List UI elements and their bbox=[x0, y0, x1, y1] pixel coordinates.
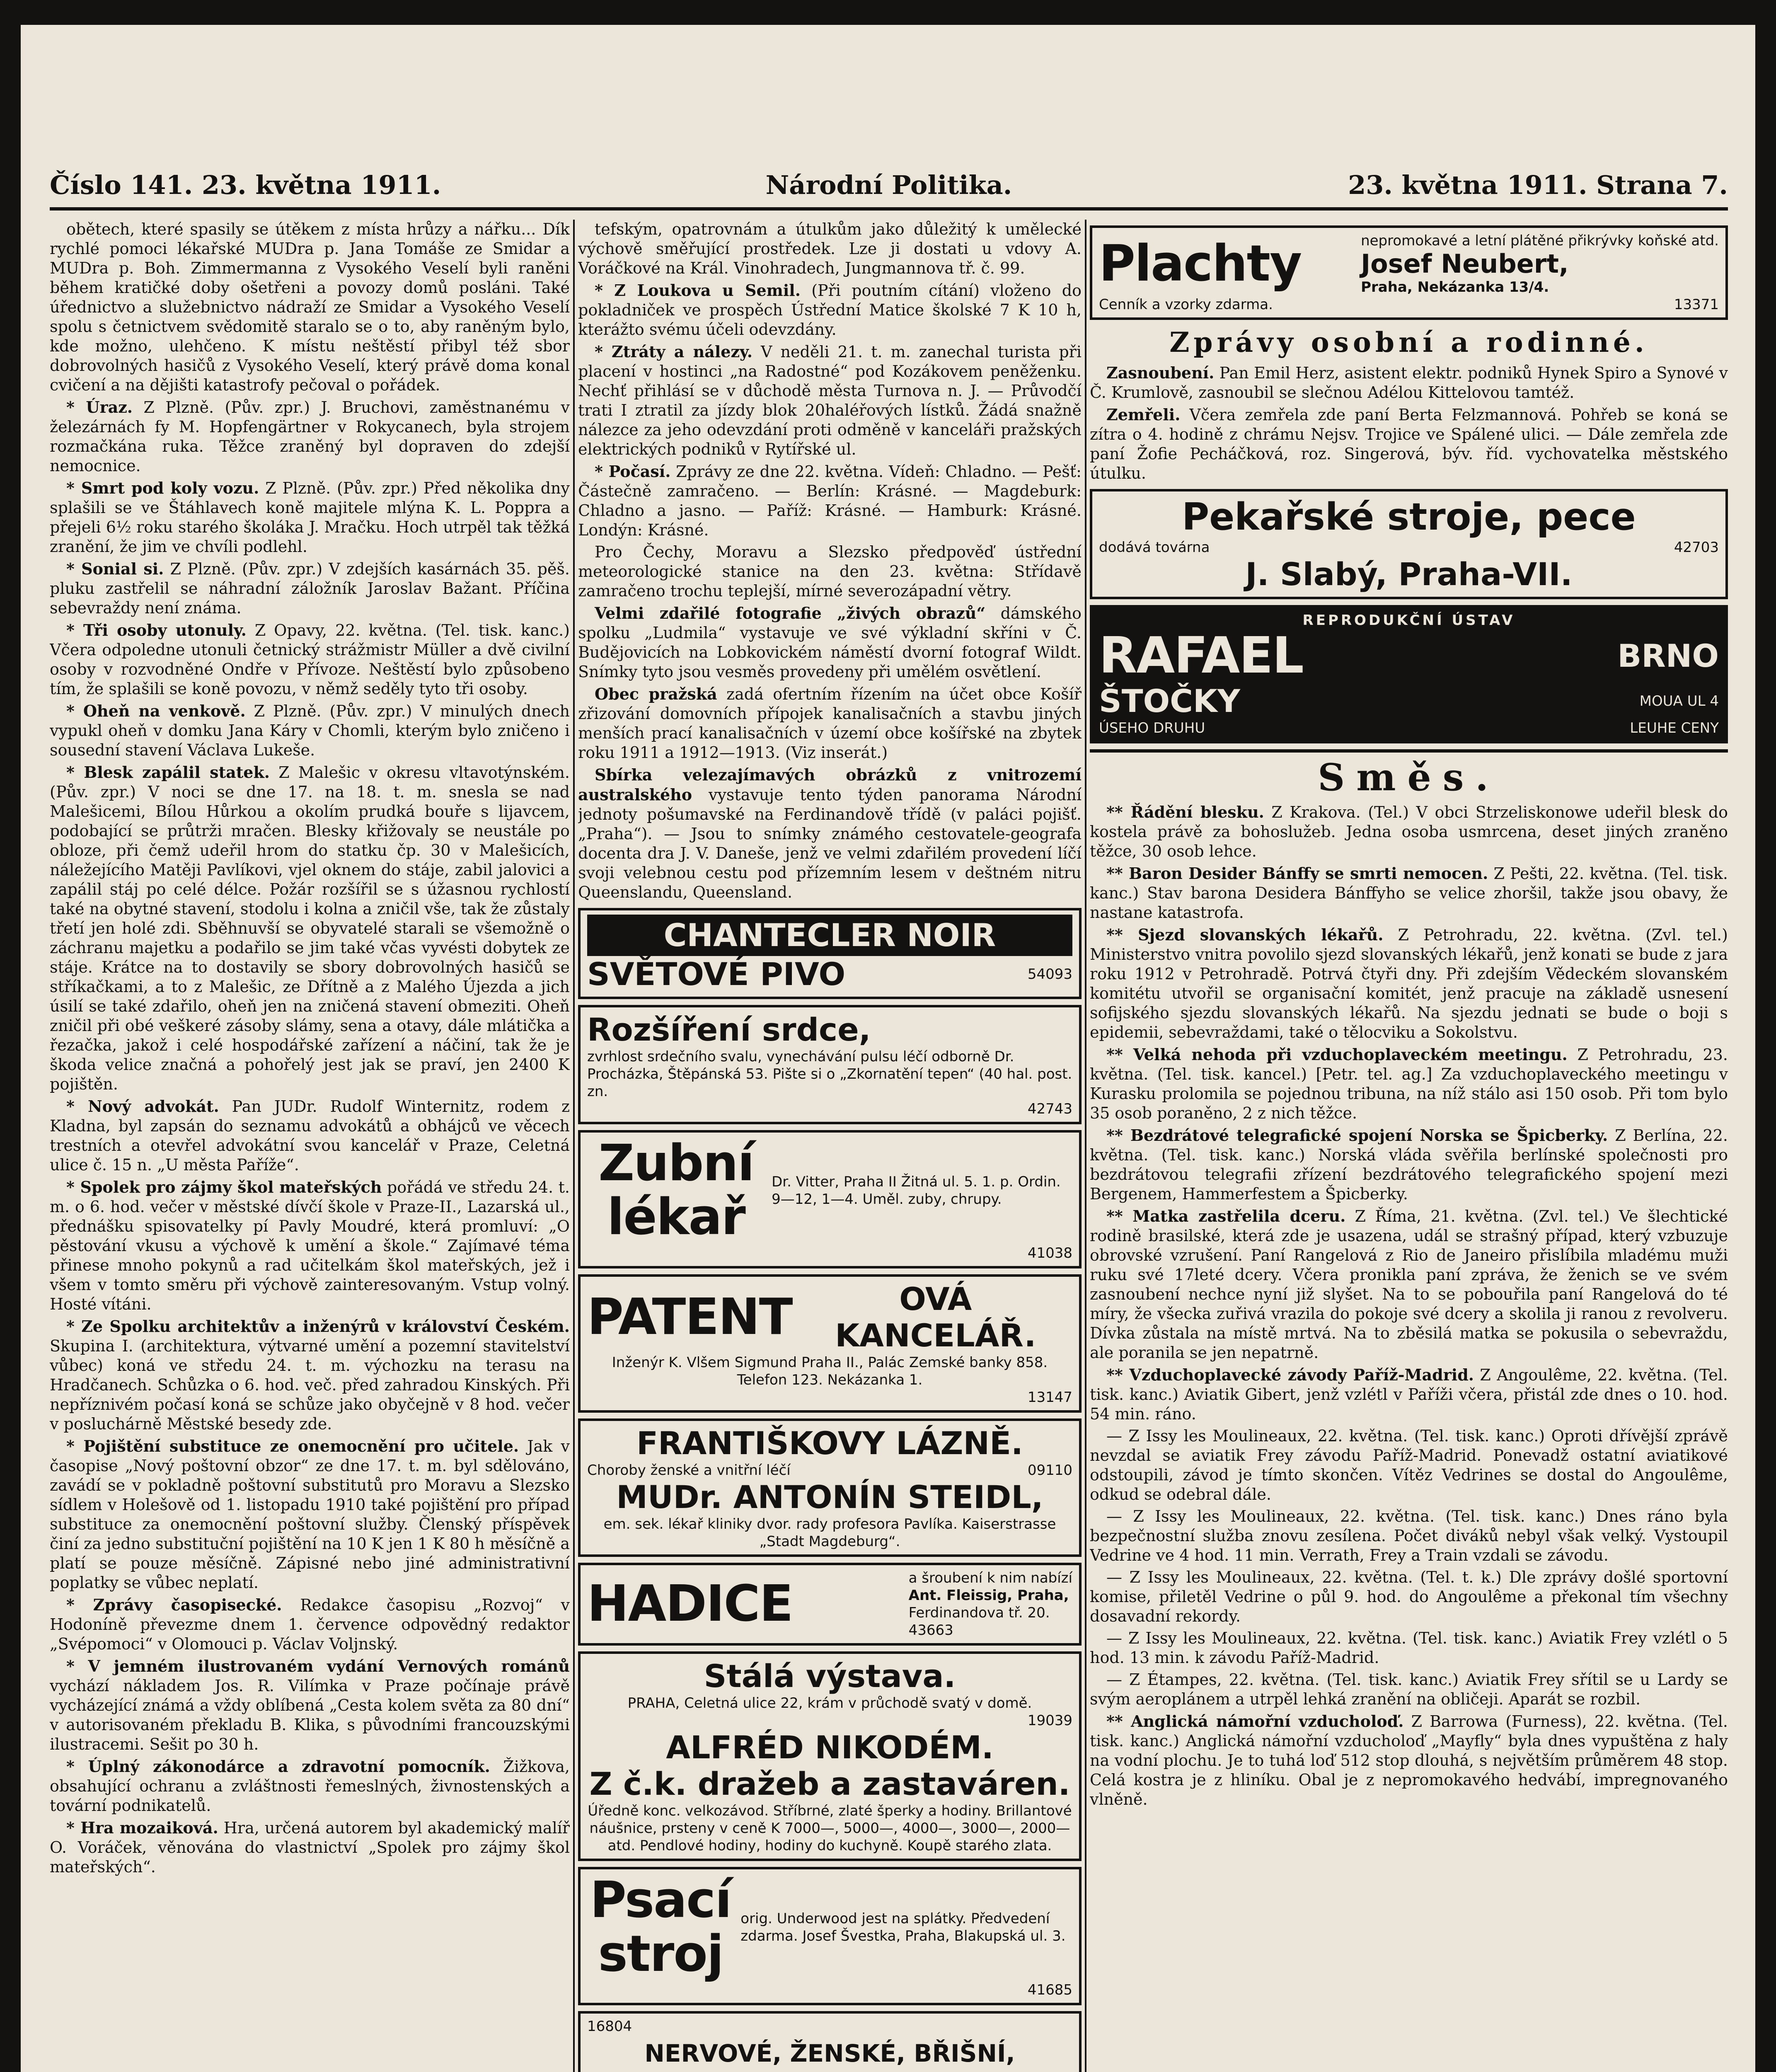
news-paragraph bbox=[50, 1595, 570, 1654]
ad-lazne-letiny bbox=[578, 2011, 1082, 2072]
ad-rafael-city: BRNO bbox=[1617, 637, 1719, 674]
ad-chantecler-line2: SVĚTOVÉ PIVO bbox=[587, 956, 846, 992]
ad-patent-title: PATENT bbox=[587, 1288, 792, 1346]
ad-plachty-firm: Josef Neubert, bbox=[1361, 249, 1569, 279]
news-text: — Z Issy les Moulineaux, 22. května. (Tel. t. k.) Dle zprávy došlé sportovní komise, přiletěl Vedrine o půl 9. hod. do Angoulême a překonal tím všechny dosavadní rekordy. bbox=[1090, 1568, 1728, 1625]
page-header bbox=[50, 162, 1728, 211]
ad-rafael-kind: ÚSEHO DRUHU bbox=[1099, 720, 1205, 736]
news-headline: Obec pražská bbox=[595, 685, 717, 703]
news-headline: ** Anglická námořní vzducholoď. bbox=[1106, 1712, 1404, 1731]
column-rule bbox=[573, 220, 575, 2072]
ad-hadice-text: a šroubení k nim nabízí bbox=[908, 1570, 1072, 1586]
ad-hadice-firm: Ant. Fleissig, Praha, bbox=[908, 1587, 1069, 1604]
ad-plachty bbox=[1090, 225, 1728, 320]
news-text: Z Barrowa (Furness), 22. května. (Tel. tisk. kanc.) Anglická námořní vzducholoď „Mayfly“ byla dnes vypuštěna z haly na vodní plochu. Je to tuhá loď 512 stop dlouhá, s největším průměrem 48 stop. Celá kostra je z hliníku. Obal je z nepromokavého hedvábí, impregnovaného vlněně. bbox=[1090, 1712, 1728, 1808]
news-text: Pro Čechy, Moravu a Slezsko předpověď ústřední meteorologické stanice na den 23. května: Střídavě zamračeno trochu teplejší, mírné severozápadní větry. bbox=[578, 543, 1082, 600]
ad-psaci-number: 41685 bbox=[1027, 1982, 1072, 1998]
ad-plachty-info bbox=[1361, 232, 1719, 296]
ad-vystava-number: 19039 bbox=[1027, 1712, 1072, 1729]
ad-rafael bbox=[1090, 605, 1728, 743]
news-paragraph bbox=[1090, 1629, 1728, 1668]
news-text: Jak v časopise „Nový poštovní obzor“ ze dne 17. t. m. byl sdělováno, zavádí se v pokladně poštovní substitutů pro Moravu a Slezsko sídlem v Holešově od 1. listopadu 1910 také pojištění pro případ substituce za onemocnění poštovní služby. Členský příspěvek činí za jedno substituční pojištění na 10 K jen 1 K 80 h měsíčně a platí se pouze měsíčně. Zápisné nebo jiné administrativní poplatky se vůbec neplatí. bbox=[50, 1437, 570, 1592]
news-text: Z Plzně. (Pův. zpr.) Před několika dny splašili se ve Štáhlavech koně majitele mlýna K. L. Poppra a přejeli 6½ roku starého školáka J. Mračku. Hoch utrpěl tak těžká zranění, že jim ve chvíli podlehl. bbox=[50, 479, 570, 556]
news-headline: * Smrt pod koly vozu. bbox=[66, 479, 259, 497]
news-headline: * Hra mozaiková. bbox=[66, 1818, 218, 1837]
news-text: Hra, určená autorem byl akademický malíř O. Voráček, věnována do vlastnictví „Spolek pro zájmy škol mateřských“. bbox=[50, 1819, 570, 1876]
ad-rafael-stocky: ŠTOČKY bbox=[1099, 683, 1240, 719]
ad-pekarske-title: Pekařské stroje, pece bbox=[1182, 495, 1636, 539]
news-paragraph bbox=[578, 281, 1082, 339]
news-headline: ** Vzduchoplavecké závody Paříž-Madrid. bbox=[1106, 1365, 1474, 1384]
news-paragraph bbox=[578, 220, 1082, 278]
ad-lazne-number: 09110 bbox=[1027, 1462, 1072, 1479]
news-headline: Zemřeli. bbox=[1106, 405, 1181, 424]
news-text: Včera zemřela zde paní Berta Felzmannová. Pohřeb se koná se zítra o 4. hodině z chrámu Nejsv. Trojice ve Spálené ulici. — Dále zemřela zde paní Žofie Pecháčková, roz. Singerová, býv. říd. vychovatelka městského útulku. bbox=[1090, 406, 1728, 482]
ad-rafael-street: MOUA UL 4 bbox=[1639, 693, 1719, 709]
ad-chantecler bbox=[578, 908, 1082, 999]
ad-pekarske-text: dodává továrna bbox=[1099, 539, 1210, 556]
ad-patent-row bbox=[587, 1281, 1072, 1354]
mix-news bbox=[1090, 802, 1728, 1809]
news-paragraph bbox=[50, 1818, 570, 1877]
news-headline: * Úplný zákonodárce a zdravotní pomocník. bbox=[66, 1757, 490, 1776]
news-text: Z Plzně. (Pův. zpr.) V minulých dnech vypukl oheň v domku Jana Káry v Chomli, kterým bylo zničeno i sousední stavení Václava Lukeše. bbox=[50, 702, 570, 759]
news-text: tefským, opatrovnám a útulkům jako důležitý k umělecké výchově směřující prostředek. Lze ji dostati u vdovy A. Voráčkové na Král. Vinohradech, Jungmannova tř. č. 99. bbox=[578, 220, 1082, 277]
ad-lazne-doctor: MUDr. ANTONÍN STEIDL, bbox=[616, 1479, 1043, 1515]
news-paragraph bbox=[50, 1177, 570, 1314]
news-headline: * Spolek pro zájmy škol mateřských bbox=[66, 1178, 382, 1196]
ad-psaci-stroj bbox=[578, 1867, 1082, 2005]
news-headline: * Z Loukova u Semil. bbox=[595, 281, 801, 300]
ad-lazne-foot: em. sek. lékař kliniky dvor. rady profesora Pavlíka. Kaiserstrasse „Stadt Magdeburg“. bbox=[603, 1516, 1056, 1550]
news-text: Z Pešti, 22. května. (Tel. tisk. kanc.) Stav barona Desidera Bánffyho se velice zhoršil, takže jsou obavy, že nastane katastrofa. bbox=[1090, 864, 1728, 922]
ad-srdce-title: Rozšíření srdce, bbox=[587, 1011, 871, 1048]
news-text: Žižkova, obsahující ochranu a zvláštnosti řemeslných, živnostenských a tovární podnikatelů. bbox=[50, 1757, 570, 1815]
ad-vystava-title: Stálá výstava. bbox=[704, 1658, 956, 1694]
news-paragraph bbox=[50, 559, 570, 618]
news-text: vychází nákladem Jos. R. Vilímka v Praze počínaje právě vycházející známá a vždy oblíbená „Cesta kolem světa za 80 dní“ v autorisovaném překladu B. Klika, s původními francouzskými ilustracemi. Sešit po 30 h. bbox=[50, 1677, 570, 1753]
news-headline: * Blesk zapálil statek. bbox=[66, 763, 270, 782]
ad-plachty-row bbox=[1099, 232, 1719, 296]
news-text: Z Petrohradu, 22. května. (Zvl. tel.) Ministerstvo vnitra povolilo sjezd slovanských lékařů, jenž konati se bude z jara roku 1912 v Petrohradě. Potrvá čtyři dny. Při zdejším Vědeckém slovanském komitétu utvořil se organisační komitét, jenž pracuje na základě usnesení sofijského sjezdu slovanských lékařů. Na sjezdu jednati se bude o boji s epidemii, sebevraždami, také o tělocviku a Sokolstvu. bbox=[1090, 926, 1728, 1041]
column-2-news bbox=[578, 220, 1082, 902]
news-paragraph bbox=[1090, 1568, 1728, 1626]
section-title-mix: Směs. bbox=[1318, 755, 1500, 799]
news-text: Z Říma, 21. května. (Zvl. tel.) Ve šlechtické rodině brasilské, která zde je usazena, udál se strašný případ, který vzbuzuje obrovské vzrušení. Paní Rangelová z Rio de Janeiro přislíbila mladému muži ruku své 17leté dcery. Včera pronikla paní zpráva, že ženich se ve svém zasnoubení nechce nyní již slyšet. Na to se pobouřila paní Rangelová do té míry, že všecka zuřivá vrazila do pokoje své dcery a skolila ji ranou z revolveru. Dívka zůstala na místě mrtvá. Na to zběsilá matka se pokusila o sebevraždu, ale poranila se jen nepatrně. bbox=[1090, 1207, 1728, 1362]
ad-zubni-number: 41038 bbox=[1027, 1245, 1072, 1261]
ad-plachty-row2 bbox=[1099, 296, 1719, 313]
news-paragraph bbox=[1090, 1711, 1728, 1809]
news-text: Redakce časopisu „Rozvoj“ v Hodoníně převezme dnem 1. července odpovědný redaktor „Svépomoci“ v Olomouci p. Václav Voljnský. bbox=[50, 1596, 570, 1653]
news-text: — Z Issy les Moulineaux, 22. května. (Tel. tisk. kanc.) Oproti dřívější zprávě nevzdal se aviatik Frey závodu Paříž-Madrid. Ponevadž ostatní aviatikové odstoupili, závod je tímto skončen. Vítěz Vedrines se dostal do Angoulême, odkud se odebral dále. bbox=[1090, 1427, 1728, 1503]
news-headline: * V jemném ilustrovaném vydání Vernových románů bbox=[66, 1657, 570, 1675]
ad-hadice-info bbox=[909, 1569, 1072, 1639]
column-1-news bbox=[50, 220, 570, 2072]
ad-hadice-number: 43663 bbox=[908, 1622, 953, 1639]
news-text: — Z Issy les Moulineaux, 22. května. (Tel. tisk. kanc.) Aviatik Frey vzlétl o 5 hod. 13 min. k závodu Paříž-Madrid. bbox=[1090, 1629, 1728, 1667]
ad-rafael-row3 bbox=[1099, 719, 1719, 737]
news-paragraph bbox=[50, 762, 570, 1094]
news-text: vystavuje tento týden panorama Národní jednoty pošumavské na Ferdinandově třídě (v paláci pojišť. „Praha“). — Jsou to snímky známého cestovatele-geografa docenta dra J. V. Daneše, jenž ve velmi zdařilém provedení líčí svoji velebnou cestu pod přízemním lesem v deštném nitru Queenslandu, Queensland. bbox=[578, 786, 1082, 901]
ad-pekarske-firm: J. Slabý, Praha-VII. bbox=[1245, 556, 1573, 593]
newspaper-page bbox=[21, 25, 1755, 2072]
news-paragraph bbox=[1090, 925, 1728, 1042]
news-headline: Sbírka velezajímavých obrázků z vnitrozemí australského bbox=[578, 765, 1082, 804]
ad-nikodem-title: ALFRÉD NIKODÉM. bbox=[666, 1729, 994, 1766]
ad-vystava-text: PRAHA, Celetná ulice 22, krám v průchodě svatý v domě. bbox=[627, 1695, 1032, 1711]
news-text: Skupina I. (architektura, výtvarné umění a pozemní stavitelství vůbec) koná ve středu 24. t. m. výchozku na terasu na Hradčanech. Schůzka o 6. hod. več. před zahradou Kinských. Při nepříznivém počasí koná se schůze jako obyčejně v 8 hod. večer v posluchárně Městské besedy zde. bbox=[50, 1337, 570, 1433]
news-paragraph bbox=[1090, 1670, 1728, 1709]
news-text: Z Opavy, 22. května. (Tel. tisk. kanc.) Včera odpoledne utonuli četnický strážmistr Müller a dvě civilní osoby v rozvodněné Ondře v Přívoze. Neštěstí bylo způsobeno tím, že splašili se koně povozu, v němž seděly tyto tři osoby. bbox=[50, 621, 570, 698]
news-text: Z Petrohradu, 23. května. (Tel. tisk. kancel.) [Petr. tel. ag.] Za vzduchoplaveckého meetingu v Kurasku prolomila se pojednou tribuna, na níž stálo asi 150 osob. Při tom bylo 35 osob poraněno, 2 z nich těžce. bbox=[1090, 1046, 1728, 1122]
ad-zubni-title: Zubní lékař bbox=[598, 1135, 754, 1246]
news-headline: * Pojištění substituce ze onemocnění pro učitele. bbox=[66, 1437, 519, 1455]
news-headline: * Počasí. bbox=[595, 462, 671, 481]
ad-stala-vystava bbox=[578, 1651, 1082, 1861]
news-headline: ** Baron Desider Bánffy se smrti nemocen. bbox=[1106, 864, 1488, 883]
news-paragraph bbox=[578, 462, 1082, 540]
ad-srdce bbox=[578, 1005, 1082, 1124]
masthead-title: Národní Politika. bbox=[765, 170, 1012, 200]
ad-zubni-text: Dr. Vitter, Praha II Žitná ul. 5. 1. p. Ordin. 9—12, 1—4. Uměl. zuby, chrupy. bbox=[772, 1174, 1061, 1208]
ad-hadice-title: HADICE bbox=[587, 1575, 793, 1633]
news-text: Z Krakova. (Tel.) V obci Strzeliskonowe udeřil blesk do kostela právě za bohoslužeb. Jedna osoba usmrcena, deset jiných zraněno těžce, 30 osob lehce. bbox=[1090, 803, 1728, 860]
news-paragraph bbox=[1090, 1126, 1728, 1204]
news-paragraph bbox=[50, 220, 570, 395]
news-paragraph bbox=[1090, 363, 1728, 402]
ad-plachty-title: Plachty bbox=[1099, 235, 1302, 293]
ad-psaci-title: Psací stroj bbox=[590, 1871, 731, 1983]
section-title-personal: Zprávy osobní a rodinné. bbox=[1169, 326, 1648, 358]
news-paragraph bbox=[1090, 1045, 1728, 1123]
news-text: V neděli 21. t. m. zanechal turista při placení v hostinci „na Radostné“ pod Kozákovem peněženku. Nechť přihlásí se v důchodě města Turnova n. J. — Průvodčí trati I ztratil za jízdy blok 20haléřových lístků. Žádá snažně nálezce za jeho odevzdání proti odměně v kanceláři pražských elektrických podniků v Rytířské ul. bbox=[578, 343, 1082, 458]
news-headline: * Ze Spolku architektův a inženýrů v království Českém. bbox=[66, 1317, 570, 1336]
news-paragraph bbox=[50, 1317, 570, 1434]
ad-rafael-row1 bbox=[1099, 629, 1719, 683]
news-text: — Z Issy les Moulineaux, 22. května. (Tel. tisk. kanc.) Dnes ráno byla bezpečnostní služba znovu zesílena. Počet diváků nebyl však velký. Vystoupil Vedrine ve 4 hod. 11 min. Verrath, Frey a Train vzdali se závodu. bbox=[1090, 1507, 1728, 1564]
ad-patent bbox=[578, 1274, 1082, 1413]
news-text: Zprávy ze dne 22. května. Vídeň: Chladno. — Pešť: Částečně zamračeno. — Berlín: Krásné. — Magdeburk: Chladno a jasno. — Paříž: Krásné. — Hamburk: Krásné. Londýn: Krásné. bbox=[578, 462, 1082, 539]
news-text: (Při poutním cítání) vloženo do pokladniček ve prospěch Ústřední Matice školské 7 K 10 h, kterážto svému účeli odevzdány. bbox=[578, 281, 1082, 339]
ad-chantecler-line1: CHANTECLER NOIR bbox=[587, 915, 1072, 956]
news-paragraph bbox=[578, 542, 1082, 601]
ad-nikodem-text: Úředně konc. velkozávod. Stříbrné, zlaté šperky a hodiny. Brillantové náušnice, prsteny v ceně K 7000—, 5000—, 4000—, 3000—, 2000— atd. Pendlové hodiny, hodiny do kuchyně. Koupě starého zlata. bbox=[588, 1803, 1072, 1854]
news-headline: ** Řádění blesku. bbox=[1106, 803, 1264, 821]
ad-psaci-row bbox=[587, 1871, 1072, 1983]
news-paragraph bbox=[1090, 405, 1728, 483]
column-3 bbox=[1090, 220, 1728, 2072]
personal-news bbox=[1090, 363, 1728, 483]
news-headline: * Úraz. bbox=[66, 398, 133, 416]
news-headline: ** Bezdrátové telegrafické spojení Norska se Špicberky. bbox=[1106, 1126, 1608, 1145]
news-headline: ** Velká nehoda při vzduchoplaveckém meetingu. bbox=[1106, 1045, 1568, 1064]
ad-plachty-cennik: Cenník a vzorky zdarma. bbox=[1099, 296, 1273, 313]
news-text: dámského spolku „Ludmila“ vystavuje ve své výkladní skříni v Č. Budějovicích na Lobkovickém náměstí dvorní fotograf Wildt. Snímky tyto jsou vesměs provedeny při umělém osvětlení. bbox=[578, 604, 1082, 681]
ad-patent-text: Inženýr K. Vlšem Sigmund Praha II., Palác Zemské banky 858. Telefon 123. Nekázanka 1. bbox=[612, 1354, 1048, 1388]
ad-patent-sub: OVÁ KANCELÁŘ. bbox=[835, 1280, 1036, 1354]
ad-pekarske-stroje bbox=[1090, 489, 1728, 599]
news-headline: * Nový advokát. bbox=[66, 1097, 219, 1116]
news-text: zadá ofertním řízením na účet obce Košíř zřizování domovních přípojek kanalisačních a stavbu jiných menších prací kanalisačních v území obce košířské na zbytek roku 1911 a 1912—1913. (Viz inserát.) bbox=[578, 685, 1082, 762]
news-paragraph bbox=[50, 620, 570, 699]
news-paragraph bbox=[1090, 864, 1728, 922]
ad-hadice-addr: Ferdinandova tř. 20. bbox=[908, 1605, 1050, 1621]
news-headline: * Zprávy časopisecké. bbox=[66, 1595, 282, 1614]
news-paragraph bbox=[1090, 1507, 1728, 1565]
news-paragraph bbox=[578, 765, 1082, 902]
ad-nervove-title: NERVOVÉ, ŽENSKÉ, BŘIŠNÍ, bbox=[644, 2039, 1015, 2067]
ad-rafael-row2 bbox=[1099, 683, 1719, 719]
ad-frantiskovy-lazne bbox=[578, 1418, 1082, 1557]
ad-psaci-text: orig. Underwood jest na splátky. Předvedení zdarma. Josef Švestka, Praha, Blakupská ul. 3. bbox=[740, 1910, 1066, 1944]
ad-rafael-price: LEUHE CENY bbox=[1630, 720, 1719, 736]
ad-plachty-text: nepromokavé a letní plátěné přikrývky koňské atd. bbox=[1361, 232, 1719, 249]
news-headline: * Ztráty a nálezy. bbox=[595, 342, 753, 361]
news-text: Pan Emil Herz, asistent elektr. podniků Hynek Spiro a Synové v Č. Krumlově, zasnoubil se slečnou Adélou Kittelovou tamtéž. bbox=[1090, 364, 1728, 402]
ad-zubni-row bbox=[587, 1137, 1072, 1244]
header-page: 23. května 1911. Strana 7. bbox=[1348, 170, 1728, 200]
ad-nikodem-sub: Z č.k. dražeb a zastaváren. bbox=[589, 1765, 1070, 1802]
header-issue: Číslo 141. 23. května 1911. bbox=[50, 170, 441, 200]
news-paragraph bbox=[1090, 802, 1728, 861]
news-paragraph bbox=[50, 701, 570, 760]
news-paragraph bbox=[578, 342, 1082, 459]
news-paragraph bbox=[1090, 1206, 1728, 1363]
news-text: obětech, které spasily se útěkem z místa hrůzy a nářku... Dík rychlé pomoci lékařské MUDra p. Jana Tomáše ze Smidar a MUDra p. Boh. Zimmermanna z Vysokého Veselí byli raněni během kratičké doby ošetřeni a povozy domů posláni. Také úřednictvo a služebnictvo nádraží ze Smidar a Vysokého Veselí spolu s četnictvem svědomitě staralo se o to, aby raněným bylo, kde možno, ulehčeno. K místu neštěstí přibyl též sbor dobrovolných hasičů z Vysokého Veselí, který právě doma konal cvičení a na dějišti katastrofy pečoval o pořádek. bbox=[50, 220, 570, 394]
news-text: Z Plzně. (Pův. zpr.) V zdejších kasárnách 35. pěš. pluku zastřelil se náhradní záložník Jaroslav Bažant. Příčina sebevraždy není známa. bbox=[50, 560, 570, 617]
news-text: — Z Étampes, 22. května. (Tel. tisk. kanc.) Aviatik Frey sřítil se u Lardy se svým aeroplánem a utrpěl lehká zranění na obličeji. Aparát se rozbil. bbox=[1090, 1670, 1728, 1708]
news-paragraph bbox=[578, 603, 1082, 682]
ad-lazne-text: Choroby ženské a vnitřní léčí bbox=[587, 1462, 791, 1479]
ad-pekarske-number: 42703 bbox=[1674, 539, 1719, 556]
ad-srdce-number: 42743 bbox=[1027, 1101, 1072, 1117]
news-headline: ** Matka zastřelila dceru. bbox=[1106, 1207, 1346, 1225]
ad-letiny-number: 16804 bbox=[587, 2018, 632, 2035]
ad-plachty-number: 13371 bbox=[1674, 296, 1719, 313]
news-headline: * Tři osoby utonuly. bbox=[66, 621, 247, 639]
news-text: Pan JUDr. Rudolf Winternitz, rodem z Kladna, byl zapsán do seznamu advokátů a obhájců ve věcech trestních a otevřel advokátní svou kancelář v Praze, Celetná ulice č. 15 n. „U města Paříže“. bbox=[50, 1097, 570, 1174]
news-paragraph bbox=[50, 1097, 570, 1175]
ad-hadice bbox=[578, 1563, 1082, 1646]
ad-lazne-title: FRANTIŠKOVY LÁZNĚ. bbox=[636, 1425, 1023, 1462]
news-paragraph bbox=[50, 1656, 570, 1754]
ad-hadice-row bbox=[587, 1569, 1072, 1639]
news-text: pořádá ve středu 24. t. m. o 6. hod. večer v městské dívčí škole v Praze-II., Lazarská ul., přednášku spisovatelky pí Pavly Moudré, která promluví: „O pěstování vkusu a výchově k umění a škole.“ Zajímavé téma přinese mnoho pokynů a rad učitelkám škol mateřských, jež i všem v tomto směru při výchově zainteresovaným. Vstup volný. Hosté vítáni. bbox=[50, 1178, 570, 1313]
news-headline: ** Sjezd slovanských lékařů. bbox=[1106, 925, 1384, 944]
news-headline: * Sonial si. bbox=[66, 559, 164, 578]
news-paragraph bbox=[50, 397, 570, 476]
news-paragraph bbox=[50, 1436, 570, 1593]
news-text: Z Malešic v okresu vltavotýnském. (Pův. zpr.) V noci se dne 17. na 18. t. m. snesla se nad Malešicemi, Bílou Hůrkou a okolím prudká bouře s lijavcem, podobající se průtrži mračen. Blesky křižovaly se neustále po obloze, při čemž udeřil hrom do statku čp. 30 v Malešicích, náležejícího Matěji Pavlíkovi, vjel oknem do stáje, zabil jalovici a zapálil stáj po celé délce. Požár rozšířil se s úžasnou rychlostí také na obytné stavení, stodolu i kolna a zničil vše, tak že zůstaly třetí jen holé zdi. Sběhnuvší se obyvatelé starali se všemožně o záchranu majetku a podařilo se jim také včas vyvésti dobytek ze stáje. Krátce na to dostavily se sbory dobrovolných hasičů se stříkačkami, a to z Malešic, ze Dřítně a z Malého Újezda a jich úsilí se také zdařilo, oheň jen na zničená stavení obmeziti. Oheň zničil při obé veškeré zásoby slámy, sena a otavy, dále mlátička a řezačka, jakož i celé hospodářské zařízení a náčiní, tak že je škoda velice značná a pohořelý jest jak se praví, jen 2400 K pojištěn. bbox=[50, 763, 570, 1093]
news-headline: Velmi zdařilé fotografie „živých obrazů“ bbox=[595, 604, 986, 622]
ad-chantecler-number: 54093 bbox=[1027, 966, 1072, 983]
news-paragraph bbox=[578, 684, 1082, 762]
ad-lazne-row bbox=[587, 1462, 1072, 1479]
ad-rafael-name: RAFAEL bbox=[1099, 627, 1303, 685]
news-paragraph bbox=[50, 478, 570, 557]
ad-pekarske-row bbox=[1099, 539, 1719, 556]
ad-srdce-text: zvrhlost srdečního svalu, vynechávání pulsu léčí odborně Dr. Procházka, Štěpánská 53. Pište si o „Zkornatění tepen“ (40 hal. post. zn. bbox=[587, 1048, 1072, 1100]
ad-plachty-addr: Praha, Nekázanka 13/4. bbox=[1361, 279, 1549, 295]
news-text: Z Plzně. (Pův. zpr.) J. Bruchovi, zaměstnanému v železárnách fy M. Hopfengärtner v Rokycanech, byla strojem rozmačkána ruka. Těžce zraněný byl dopraven do zdejší nemocnice. bbox=[50, 398, 570, 475]
news-paragraph bbox=[1090, 1365, 1728, 1424]
section-divider bbox=[1090, 749, 1728, 753]
news-paragraph bbox=[1090, 1426, 1728, 1504]
column-2 bbox=[578, 220, 1082, 2072]
news-text: Z Berlína, 22. května. (Tel. tisk. kanc.) Norská vláda svěřila berlínské společnosti pro bezdrátovou telegrafii zřízení bezdrátového telegrafického spojení mezi Bergenem, Hammerfestem a Špicberky. bbox=[1090, 1126, 1728, 1203]
news-paragraph bbox=[50, 1757, 570, 1815]
ad-chantecler-row bbox=[587, 956, 1072, 992]
ad-rafael-line1: REPRODUKČNÍ ÚSTAV bbox=[1302, 612, 1515, 629]
news-headline: Zasnoubení. bbox=[1106, 363, 1215, 382]
news-text: Z Angoulême, 22. května. (Tel. tisk. kanc.) Aviatik Gibert, jenž vzlétl v Paříži včera, přistál zde dnes o 10. hod. 54 min. ráno. bbox=[1090, 1366, 1728, 1423]
news-headline: * Oheň na venkově. bbox=[66, 702, 246, 720]
column-rule bbox=[1085, 220, 1086, 2072]
ad-zubni-lekar bbox=[578, 1130, 1082, 1268]
ad-patent-number: 13147 bbox=[1027, 1389, 1072, 1406]
